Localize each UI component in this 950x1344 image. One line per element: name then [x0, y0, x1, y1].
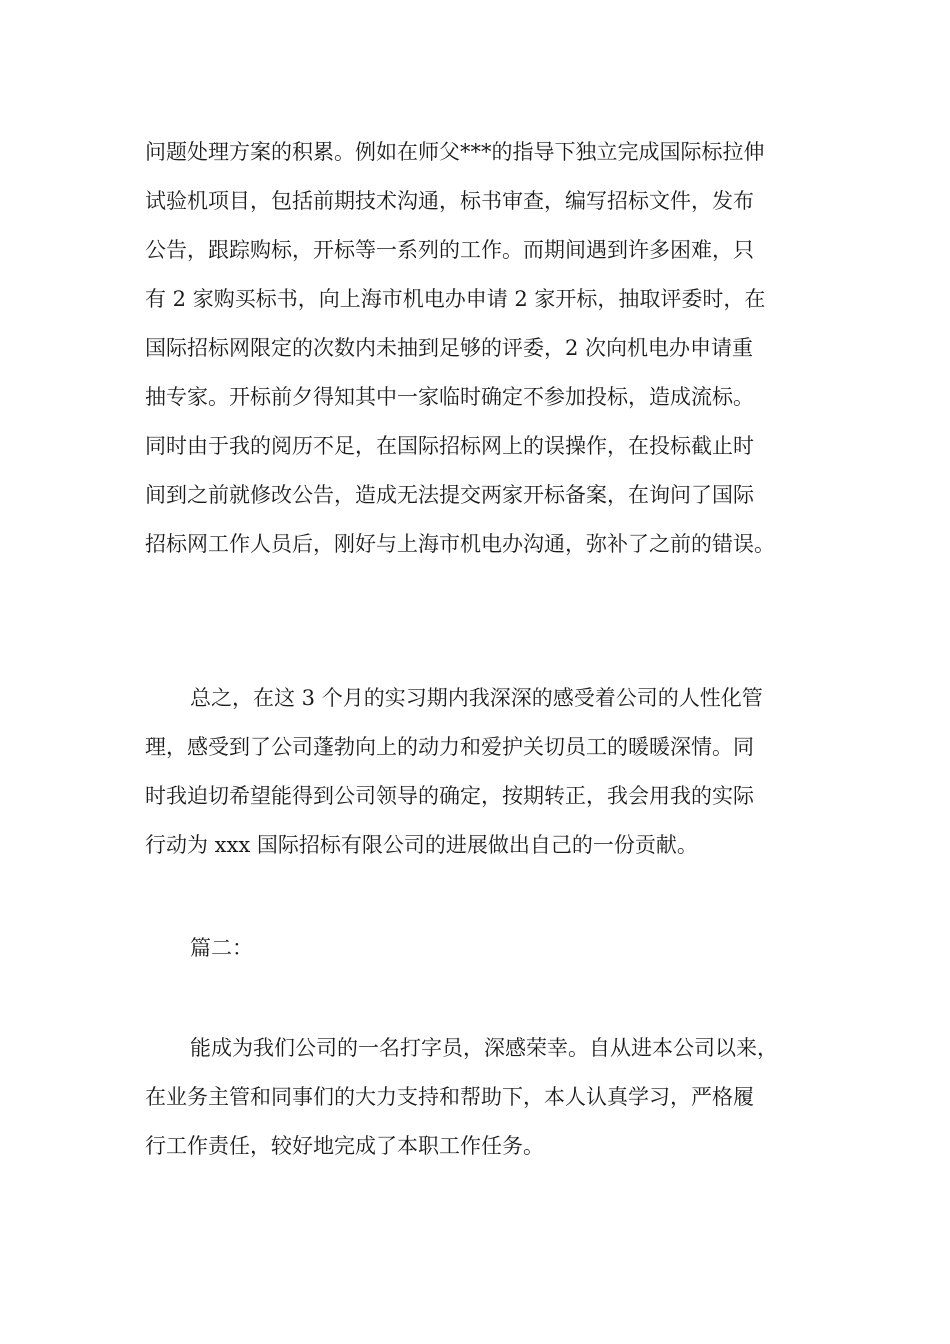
paragraph-line: 国际招标网限定的次数内未抽到足够的评委，2 次向机电办申请重 — [145, 336, 754, 360]
paragraph-line: 同时由于我的阅历不足，在国际招标网上的误操作，在投标截止时 — [145, 434, 754, 458]
paragraph-line: 理，感受到了公司蓬勃向上的动力和爱护关切员工的暖暖深情。同 — [145, 735, 754, 759]
paragraph-line: 时我迫切希望能得到公司领导的确定，按期转正，我会用我的实际 — [145, 784, 754, 808]
paragraph-line: 行动为 xxx 国际招标有限公司的进展做出自己的一份贡献。 — [145, 833, 698, 857]
paragraph-line: 公告，跟踪购标，开标等一系列的工作。而期间遇到许多困难，只 — [145, 238, 754, 262]
paragraph-line: 招标网工作人员后，刚好与上海市机电办沟通，弥补了之前的错误。 — [145, 532, 775, 556]
paragraph-line: 有 2 家购买标书，向上海市机电办申请 2 家开标，抽取评委时，在 — [145, 287, 766, 311]
paragraph-line: 总之，在这 3 个月的实习期内我深深的感受着公司的人性化管 — [190, 686, 763, 710]
section-heading: 篇二： — [190, 936, 253, 960]
paragraph-line: 问题处理方案的积累。例如在师父***的指导下独立完成国际标拉伸 — [145, 140, 765, 164]
paragraph-line: 行工作责任，较好地完成了本职工作任务。 — [145, 1134, 544, 1158]
paragraph-line: 抽专家。开标前夕得知其中一家临时确定不参加投标，造成流标。 — [145, 385, 754, 409]
paragraph-line: 能成为我们公司的一名打字员，深感荣幸。自从进本公司以来， — [190, 1036, 778, 1060]
paragraph-line: 间到之前就修改公告，造成无法提交两家开标备案，在询问了国际 — [145, 483, 754, 507]
paragraph-line: 试验机项目，包括前期技术沟通，标书审查，编写招标文件，发布 — [145, 189, 754, 213]
paragraph-line: 在业务主管和同事们的大力支持和帮助下，本人认真学习，严格履 — [145, 1085, 754, 1109]
